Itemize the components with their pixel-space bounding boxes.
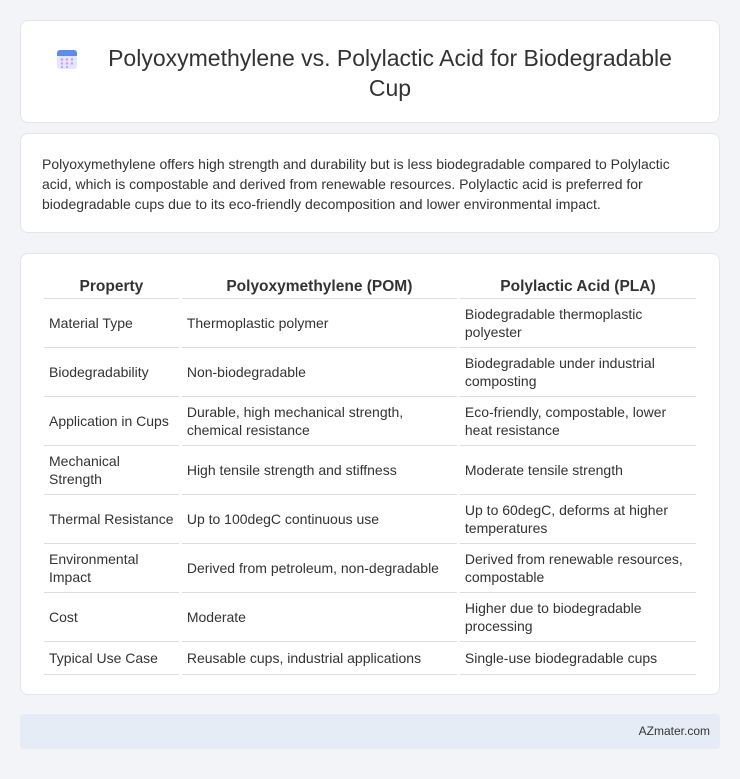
pla-cell: Higher due to biodegradable processing	[460, 593, 696, 642]
column-header-pla: Polylactic Acid (PLA)	[460, 276, 696, 299]
table-row	[44, 397, 696, 446]
pom-cell: High tensile strength and stiffness	[182, 446, 457, 495]
pom-cell: Thermoplastic polymer	[182, 299, 457, 348]
column-header-pom: Polyoxymethylene (POM)	[182, 276, 457, 299]
table-row	[44, 446, 696, 495]
pom-cell: Up to 100degC continuous use	[182, 495, 457, 544]
pom-cell: Moderate	[182, 593, 457, 642]
pla-cell: Biodegradable thermoplastic polyester	[460, 299, 696, 348]
summary-card	[20, 133, 720, 233]
pom-cell: Derived from petroleum, non-degradable	[182, 544, 457, 593]
pom-cell: Reusable cups, industrial applications	[182, 642, 457, 675]
table-row	[44, 593, 696, 642]
table-row	[44, 299, 696, 348]
property-cell: Biodegradability	[44, 348, 179, 397]
table-row	[44, 642, 696, 675]
table-row	[44, 495, 696, 544]
comparison-table	[41, 276, 699, 675]
pla-cell: Eco-friendly, compostable, lower heat resistance	[460, 397, 696, 446]
pla-cell: Moderate tensile strength	[460, 446, 696, 495]
footer-bar	[20, 714, 720, 749]
pla-cell: Biodegradable under industrial composting	[460, 348, 696, 397]
pla-cell: Derived from renewable resources, compostable	[460, 544, 696, 593]
table-header-row	[44, 276, 696, 299]
property-cell: Typical Use Case	[44, 642, 179, 675]
property-cell: Application in Cups	[44, 397, 179, 446]
pla-cell: Single-use biodegradable cups	[460, 642, 696, 675]
pom-cell: Non-biodegradable	[182, 348, 457, 397]
pom-cell: Durable, high mechanical strength, chemical resistance	[182, 397, 457, 446]
table-row	[44, 348, 696, 397]
footer-brand[interactable]: AZmater.com	[638, 724, 710, 738]
comparison-table-card	[20, 253, 720, 695]
page-title: Polyoxymethylene vs. Polylactic Acid for Biodegradable Cup	[108, 45, 672, 101]
table-row	[44, 544, 696, 593]
property-cell: Environmental Impact	[44, 544, 179, 593]
property-cell: Material Type	[44, 299, 179, 348]
pla-cell: Up to 60degC, deforms at higher temperatures	[460, 495, 696, 544]
column-header-property: Property	[44, 276, 179, 299]
property-cell: Mechanical Strength	[44, 446, 179, 495]
property-cell: Cost	[44, 593, 179, 642]
property-cell: Thermal Resistance	[44, 495, 179, 544]
summary-text: Polyoxymethylene offers high strength and durability but is less biodegradable compared to Polylactic acid, which is compostable and derived from renewable resources. Polylactic acid is preferred for biodegradable cups due to its eco-friendly decomposition and lower environmental impact.	[42, 156, 670, 212]
title-card	[20, 20, 720, 123]
